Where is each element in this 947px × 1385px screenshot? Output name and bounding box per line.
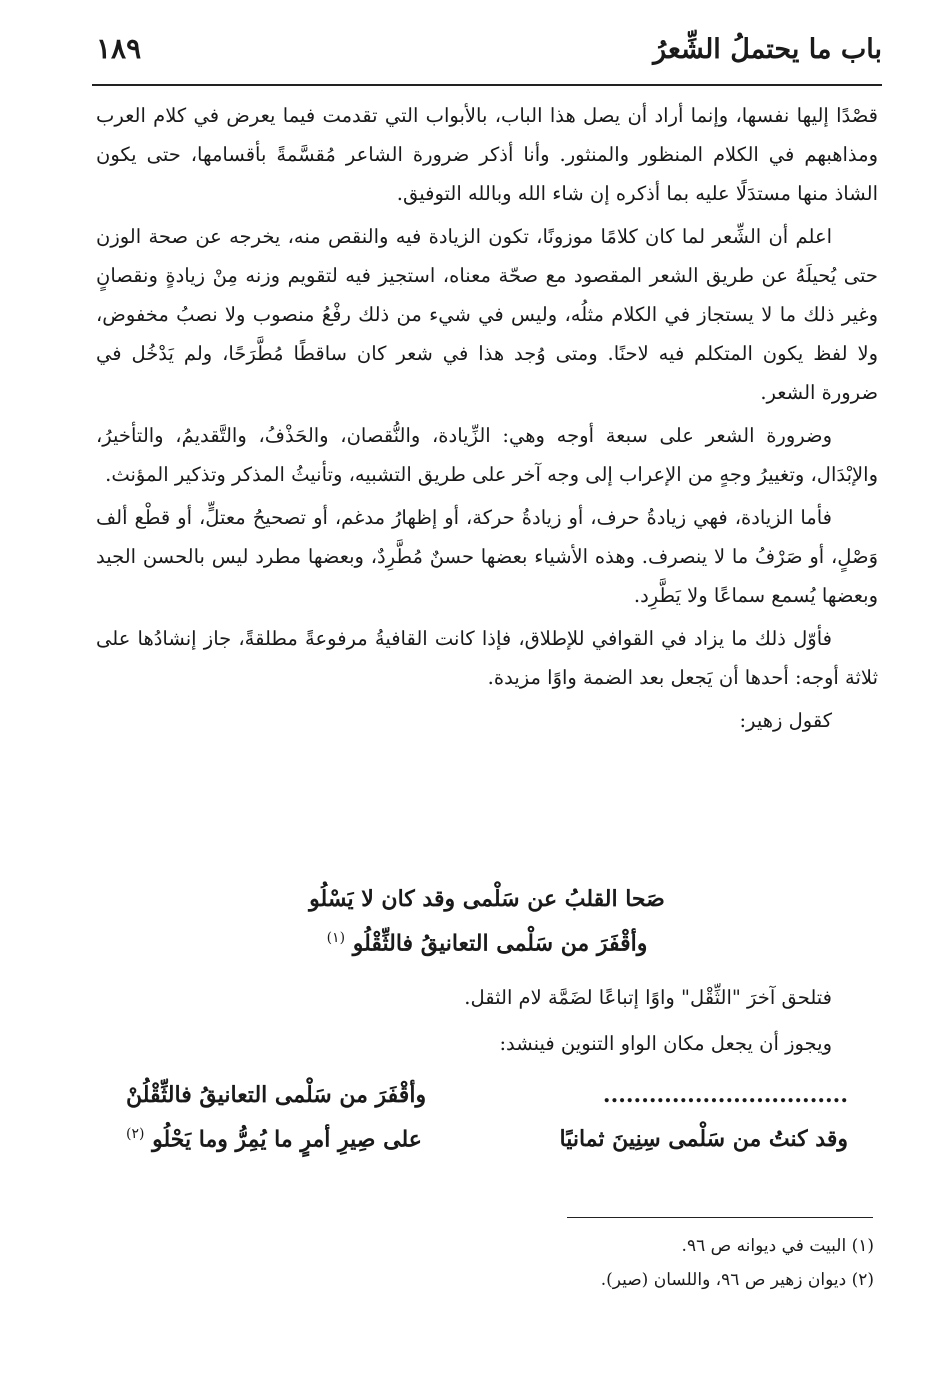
paragraph-2: اعلم أن الشِّعر لما كان كلامًا موزونًا، تكون الزيادة فيه والنقص منه، يخرجه عن صحة الوزن حتى يُحيلَهُ عن طريق الشعر المقصود مع صحّة معناه، استجيز فيه لتقويم وزنه مِنْ زيادةٍ ونقصانٍ وغير ذلك ما لا يستجاز في الكلام مثلُه، وليس في شيء من ذلك رفْعُ منصوب ولا نصبُ مخفوض، ولا لفظ يكون المتكلم فيه لاحنًا. ومتى وُجد هذا في شعر كان ساقطًا مُطَّرَحًا، ولم يَدْخُل في ضرورة الشعر. <box>96 225 878 404</box>
couplet-2-first-hemistich: وقد كنتُ من سَلْمى سِنِينَ ثمانيًا <box>559 1126 848 1152</box>
page-number: ١٨٩ <box>96 32 142 65</box>
paragraph-1: قصْدًا إليها نفسها، وإنما أراد أن يصل هذا الباب، بالأبواب التي تقدمت فيما يعرض في كلام العرب ومذاهبهم في الكلام المنظور والمنثور. وأنا أذكر ضرورة الشاعر مُقسَّمةً بأقسامها، حتى يكون الشاذ منها مستدَلًا عليه بما أذكره إن شاء الله وبالله التوفيق. <box>96 104 878 205</box>
couplet-row-1 <box>96 1082 878 1126</box>
header-rule <box>92 84 882 86</box>
couplet-1-second-hemistich: وأقْفَرَ من سَلْمى التعانيقُ فالثِّقْلُنْ <box>126 1082 427 1108</box>
verse-line-1 <box>96 886 878 912</box>
footnote-marker-2: (٢) <box>126 1126 145 1142</box>
paragraph-4: فأما الزيادة، فهي زيادةُ حرف، أو زيادةُ حركة، أو إظهارُ مدغم، أو تصحيحُ معتلٍّ، أو قطْع ألف وَصْلٍ، أو صَرْفُ ما لا ينصرف. وهذه الأشياء بعضها حسنٌ مُطَّرِدٌ، وبعضها مطرد ليس بالحسن الجيد وبعضها يُسمع سماعًا ولا يَطَّرِد. <box>96 506 878 607</box>
page-header <box>92 30 882 74</box>
couplet-2-second-hemistich <box>126 1126 422 1152</box>
footnote-rule <box>567 1217 873 1218</box>
paragraph-5: فأوّل ذلك ما يزاد في القوافي للإطلاق، فإذا كانت القافيةُ مرفوعةً مطلقةً، جاز إنشادُها على ثلاثة أوجه: أحدها أن يَجعل بعد الضمة واوًا مزيدة. <box>96 627 878 689</box>
couplet-1-first-hemistich: ................................ <box>602 1082 848 1108</box>
body-text <box>96 96 878 740</box>
footnote-1: (١) البيت في ديوانه ص ٩٦. <box>681 1236 874 1256</box>
couplet-2-second-hemistich-text: على صِيرِ أمرٍ ما يُمِرُّ وما يَحْلُو <box>152 1126 422 1153</box>
footnote-marker-1: (١) <box>326 930 346 946</box>
verse-comment-2: ويجوز أن يجعل مكان الواو التنوين فينشد: <box>499 1032 832 1055</box>
paragraph-3: وضرورة الشعر على سبعة أوجه وهي: الزِّيادة، والنُّقصان، والحَذْفُ، والتَّقديمُ، والتأخيرُ، والإبْدَال، وتغييرُ وجهٍ من الإعراب إلى وجه آخر على طريق التشبيه، وتأنيثُ المذكر وتذكير المؤنث. <box>96 424 878 486</box>
verse-comment-1: فتلحق آخرَ "الثِّقْل" واوًا إتباعًا لضَمَّة لام الثقل. <box>464 986 832 1009</box>
verse-line-2-text: وأقْفَرَ من سَلْمى التعانيقُ فالثِّقْلُو <box>352 930 648 957</box>
footnotes <box>96 1230 874 1298</box>
poet-intro: كقول زهير: <box>739 709 832 732</box>
couplet-row-2 <box>96 1126 878 1170</box>
footnote-2: (٢) ديوان زهير ص ٩٦، واللسان (صير). <box>600 1270 874 1290</box>
verse-line-2 <box>96 930 878 956</box>
running-title: باب ما يحتملُ الشِّعرُ <box>653 34 882 65</box>
verse-line-1-text: صَحا القلبُ عن سَلْمى وقد كان لا يَسْلُو <box>309 886 665 912</box>
